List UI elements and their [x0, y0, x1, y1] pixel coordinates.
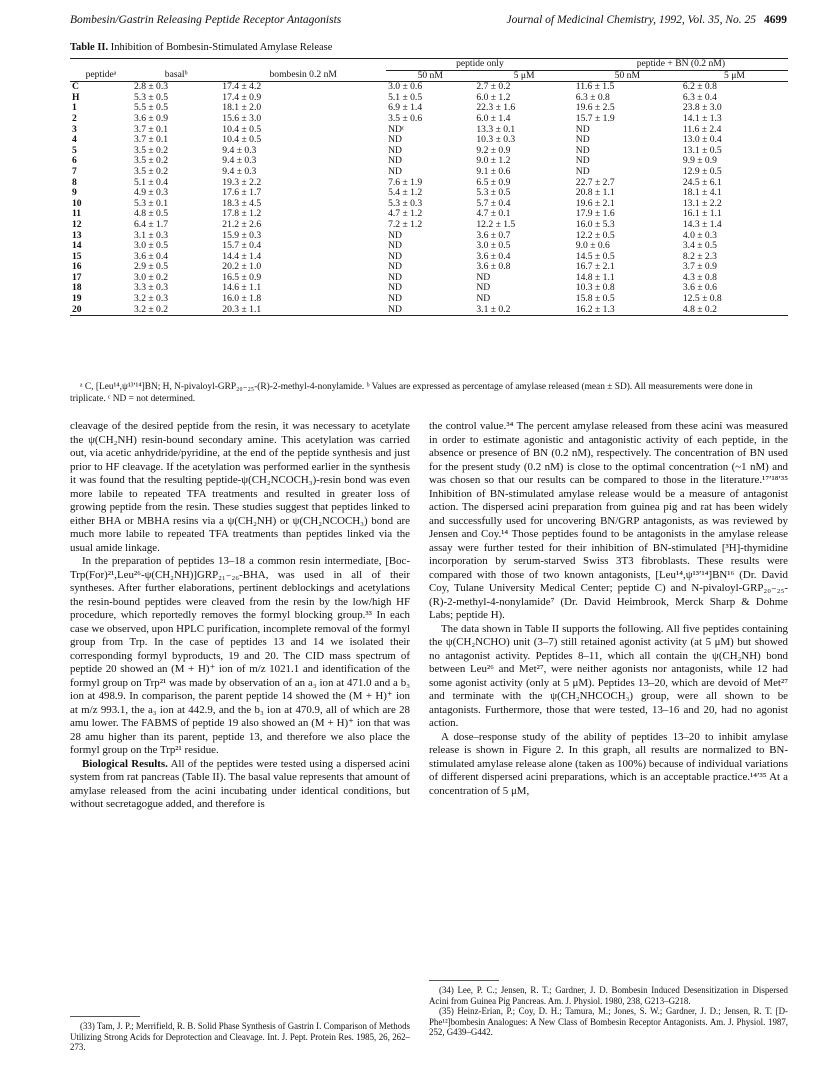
- table-caption: [70, 42, 332, 53]
- value-cell: 3.5 ± 0.2: [134, 155, 169, 167]
- peptide-id-cell: 14: [72, 240, 82, 252]
- table-row: [70, 93, 788, 104]
- data-table: [70, 58, 788, 316]
- value-cell: 14.3 ± 1.4: [682, 218, 722, 230]
- peptide-id-cell: 1: [72, 102, 77, 114]
- peptide-id-cell: 17: [72, 271, 82, 283]
- value-cell: ND: [388, 134, 402, 146]
- value-cell: 3.6 ± 0.4: [476, 250, 511, 262]
- value-cell: 2.9 ± 0.5: [134, 261, 169, 273]
- footnotes-right: [429, 985, 788, 1038]
- column-header: 5 μM: [724, 69, 745, 81]
- table-row: [70, 283, 788, 294]
- value-cell: 18.1 ± 2.0: [222, 102, 262, 114]
- value-cell: 17.4 ± 4.2: [222, 81, 262, 93]
- value-cell: 6.4 ± 1.7: [134, 218, 169, 230]
- value-cell: ND: [476, 271, 491, 283]
- value-cell: 15.8 ± 0.5: [575, 293, 615, 305]
- value-cell: 3.4 ± 0.5: [682, 240, 717, 252]
- value-cell: 5.4 ± 1.2: [388, 187, 423, 199]
- value-cell: 3.6 ± 0.9: [134, 112, 169, 124]
- value-cell: 15.6 ± 3.0: [222, 112, 262, 124]
- value-cell: 3.5 ± 0.6: [388, 112, 423, 124]
- journal-citation: Journal of Medicinal Chemistry, 1992, Vol. 35, No. 25 4699: [506, 14, 787, 26]
- value-cell: 3.7 ± 0.1: [134, 123, 169, 135]
- peptide-id-cell: 3: [72, 123, 77, 135]
- value-cell: 3.3 ± 0.3: [134, 282, 169, 294]
- value-cell: ND: [575, 165, 590, 177]
- value-cell: 3.5 ± 0.2: [134, 144, 169, 156]
- value-cell: 9.0 ± 1.2: [476, 155, 511, 167]
- table-row: [70, 114, 788, 125]
- value-cell: 22.3 ± 1.6: [476, 102, 516, 114]
- table-header-row: [70, 70, 788, 82]
- table-row: [70, 262, 788, 273]
- value-cell: 5.7 ± 0.4: [476, 197, 511, 209]
- value-cell: 21.2 ± 2.6: [222, 218, 262, 230]
- value-cell: 19.3 ± 2.2: [222, 176, 262, 188]
- table-row: [70, 125, 788, 136]
- right-column: [429, 420, 788, 798]
- value-cell: 17.8 ± 1.2: [222, 208, 262, 220]
- value-cell: 15.9 ± 0.3: [222, 229, 262, 241]
- value-cell: 20.8 ± 1.1: [575, 187, 615, 199]
- value-cell: 3.6 ± 0.7: [476, 229, 511, 241]
- value-cell: 9.0 ± 0.6: [575, 240, 610, 252]
- value-cell: ND: [388, 229, 402, 241]
- value-cell: ND: [575, 144, 590, 156]
- value-cell: 19.6 ± 2.1: [575, 197, 615, 209]
- value-cell: ND: [388, 261, 402, 273]
- value-cell: 11.6 ± 1.5: [575, 81, 615, 93]
- value-cell: ND: [575, 134, 590, 146]
- peptide-id-cell: 4: [72, 134, 77, 146]
- value-cell: 5.3 ± 0.5: [476, 187, 511, 199]
- value-cell: 16.7 ± 2.1: [575, 261, 615, 273]
- value-cell: ND: [476, 282, 491, 294]
- running-title: Bombesin/Gastrin Releasing Peptide Receptor Antagonists: [70, 14, 342, 26]
- value-cell: 17.4 ± 0.9: [222, 91, 262, 103]
- peptide-id-cell: 19: [72, 293, 82, 305]
- peptide-id-cell: 15: [72, 250, 82, 262]
- peptide-id-cell: 9: [72, 187, 77, 199]
- column-header: basalᵇ: [164, 69, 188, 81]
- value-cell: 14.5 ± 0.5: [575, 250, 615, 262]
- value-cell: 6.5 ± 0.9: [476, 176, 511, 188]
- value-cell: 15.7 ± 0.4: [222, 240, 262, 252]
- value-cell: ND: [476, 293, 491, 305]
- table-row: [70, 178, 788, 189]
- value-cell: ND: [388, 240, 402, 252]
- peptide-id-cell: 8: [72, 176, 77, 188]
- value-cell: ND: [388, 282, 402, 294]
- table-row: [70, 273, 788, 284]
- table-row: [70, 156, 788, 167]
- value-cell: ND: [388, 271, 402, 283]
- table-row: [70, 209, 788, 220]
- value-cell: 6.0 ± 1.2: [476, 91, 511, 103]
- value-cell: 3.6 ± 0.8: [476, 261, 511, 273]
- table-label: Table II.: [70, 42, 109, 53]
- paragraph: A dose–response study of the ability of peptides 13–20 to inhibit amylase release is shown in Figure 2. In this graph, all results are normalized to BN-stimulated amylase release alone (taken as 100%) because of individual variations of different dispersed acini preparations, which is an acceptable practice.¹⁴ʹ³⁵ At a concentration of 5 μM,: [429, 730, 788, 797]
- table-row: [70, 135, 788, 146]
- paragraph: The data shown in Table II supports the following. All five peptides containing the ψ(CH₂NCHO) unit (3–7) still retained agonist activity (at 5 μM) but showed no antagonist activity. Peptides 8–11, which all contain the ψ(CH₂NH) bond between Leu²⁶ and Met²⁷, were neither agonists nor antagonists, while 12 had some agonist activity (only at 5 μM). Peptides 13–20, which are devoid of Met²⁷ and terminate with the ψ(CH₂NHCOCH₃) group, were all shown to be antagonists. Furthermore, those that were tested, 13–16 and 20, had no agonist action.: [429, 622, 788, 729]
- peptide-id-cell: 18: [72, 282, 82, 294]
- peptide-id-cell: 20: [72, 303, 82, 315]
- value-cell: 9.4 ± 0.3: [222, 155, 257, 167]
- value-cell: 20.3 ± 1.1: [222, 303, 262, 315]
- value-cell: ND: [388, 155, 402, 167]
- value-cell: 23.8 ± 3.0: [682, 102, 722, 114]
- value-cell: 8.2 ± 2.3: [682, 250, 717, 262]
- value-cell: 24.5 ± 6.1: [682, 176, 722, 188]
- value-cell: 6.2 ± 0.8: [682, 81, 717, 93]
- value-cell: 5.3 ± 0.3: [388, 197, 423, 209]
- value-cell: 2.8 ± 0.3: [134, 81, 169, 93]
- table-row: [70, 231, 788, 242]
- page-number: 4699: [764, 14, 787, 26]
- footnote-rule: [70, 1016, 140, 1017]
- value-cell: 6.0 ± 1.4: [476, 112, 511, 124]
- value-cell: 4.3 ± 0.8: [682, 271, 717, 283]
- value-cell: 10.4 ± 0.5: [222, 134, 262, 146]
- peptide-id-cell: 11: [72, 208, 82, 220]
- value-cell: 6.3 ± 0.8: [575, 91, 610, 103]
- value-cell: 22.7 ± 2.7: [575, 176, 615, 188]
- value-cell: 18.1 ± 4.1: [682, 187, 722, 199]
- value-cell: 9.4 ± 0.3: [222, 144, 257, 156]
- value-cell: 13.1 ± 2.2: [682, 197, 722, 209]
- footnote-rule: [429, 980, 499, 981]
- value-cell: 12.2 ± 0.5: [575, 229, 615, 241]
- table-title: Inhibition of Bombesin-Stimulated Amylase Release: [110, 42, 333, 53]
- value-cell: 17.9 ± 1.6: [575, 208, 615, 220]
- value-cell: 17.6 ± 1.7: [222, 187, 262, 199]
- value-cell: 4.0 ± 0.3: [682, 229, 717, 241]
- value-cell: 6.3 ± 0.4: [682, 91, 717, 103]
- column-header: 50 nM: [417, 69, 443, 81]
- value-cell: 10.3 ± 0.8: [575, 282, 615, 294]
- value-cell: 5.5 ± 0.5: [134, 102, 169, 114]
- table-body: [70, 82, 788, 316]
- value-cell: 5.1 ± 0.4: [134, 176, 169, 188]
- value-cell: 2.7 ± 0.2: [476, 81, 511, 93]
- table-row: [70, 294, 788, 305]
- table-row: [70, 220, 788, 231]
- value-cell: 13.1 ± 0.5: [682, 144, 722, 156]
- value-cell: ND: [388, 144, 402, 156]
- running-header: [70, 14, 787, 30]
- value-cell: 10.4 ± 0.5: [222, 123, 262, 135]
- value-cell: 3.6 ± 0.6: [682, 282, 717, 294]
- peptide-id-cell: 2: [72, 112, 77, 124]
- value-cell: 3.2 ± 0.3: [134, 293, 169, 305]
- value-cell: 10.3 ± 0.3: [476, 134, 516, 146]
- peptide-id-cell: 7: [72, 165, 77, 177]
- value-cell: 16.1 ± 1.1: [682, 208, 722, 220]
- value-cell: 16.2 ± 1.3: [575, 303, 615, 315]
- value-cell: 9.9 ± 0.9: [682, 155, 717, 167]
- value-cell: ND: [388, 303, 402, 315]
- value-cell: 5.3 ± 0.1: [134, 197, 169, 209]
- table-row: [70, 252, 788, 263]
- value-cell: 3.7 ± 0.1: [134, 134, 169, 146]
- table-group-header: [70, 59, 788, 71]
- value-cell: 4.8 ± 0.5: [134, 208, 169, 220]
- value-cell: 13.0 ± 0.4: [682, 134, 722, 146]
- value-cell: 3.0 ± 0.5: [134, 240, 169, 252]
- value-cell: 3.1 ± 0.2: [476, 303, 511, 315]
- footnotes-left: [70, 1021, 410, 1053]
- value-cell: 16.0 ± 1.8: [222, 293, 262, 305]
- left-column: [70, 420, 410, 812]
- value-cell: 14.8 ± 1.1: [575, 271, 615, 283]
- table-row: [70, 199, 788, 210]
- column-header: bombesin 0.2 nM: [269, 69, 337, 81]
- section-heading: Biological Results.: [82, 757, 168, 770]
- value-cell: 12.5 ± 0.8: [682, 293, 722, 305]
- value-cell: ND: [388, 293, 402, 305]
- value-cell: ND: [575, 123, 590, 135]
- value-cell: 4.7 ± 0.1: [476, 208, 511, 220]
- reference: (35) Heinz-Erian, P.; Coy, D. H.; Tamura, M.; Jones, S. W.; Gardner, J. D.; Jensen, R. T. [D-Phe¹²]bombesin Analogues: A New Class of Bombesin Receptor Antagonists. Am. J. Physiol. 1987, 252, G439–G442.: [429, 1006, 788, 1038]
- table-row: [70, 167, 788, 178]
- value-cell: 4.7 ± 1.2: [388, 208, 423, 220]
- group-peptide-only: peptide only: [386, 59, 574, 71]
- value-cell: 5.1 ± 0.5: [388, 91, 423, 103]
- paragraph: the control value.³⁴ The percent amylase released from these acini was measured in order to estimate agonistic and antagonistic activity of each peptide, in the absence or presence of BN (0.2 nM), respectively. The concentration of BN used for the present study (0.2 nM) is close to the optimal concentration (~1 nM) and was chosen so that our results can be compared to those in the literature.¹⁷ʹ¹⁸ʹ³⁵ Inhibition of BN-stimulated amylase release would be a measure of antagonist action. The dispersed acini preparation from guinea pig and rat has been widely and successfully used for uncovering BN/GRP antagonists, as was reviewed by Jensen and Coy.¹⁴ Those peptides found to be antagonists in the amylase release assay were further tested for their inhibition of BN-stimulated [³H]-thymidine incorporation by serum-starved Swiss 3T3 fibroblasts. These results were compared with those of two known antagonists, [Leu¹⁴,ψ¹³ʹ¹⁴]BN¹⁶ (Dr. David Coy, Tulane University Medical Center; peptide C) and N-pivaloyl-GRP₂₀₋₂₅-(R)-2-methyl-4-nonylamide⁷ (Dr. David Heimbrook, Merck Sharp & Dohme Labs; peptide H).: [429, 420, 788, 621]
- paragraph: In the preparation of peptides 13–18 a common resin intermediate, [Boc-Trp(For)²¹,Leu²⁶-ψ(CH₂NH)]GRP₂₁₋₂₆-BHA, was used in all of their syntheses. After further elaborations, pertinent deblockings and acetylations the resin-bound peptides were cleaved from the resin by the low/high HF procedure, which reportedly removes the formyl blocking group.³³ In each case we observed, upon HPLC purification, incomplete removal of the formyl group from Trp. In the case of peptides 13 and 14 we isolated their corresponding formyl byproducts, 19 and 20. The CID mass spectrum of peptide 20 showed an (M + H)⁺ ion of m/z 1021.1 and identification of the formyl group on Trp²¹ was made by observation of an a₃ ion at 471.0 and a b₃ ion at 498.9. In comparison, the parent peptide 14 showed the (M + H)⁺ ion at m/z 993.1, the a₃ ion at 442.9, and the b₃ ion at 470.9, all of which are 28 amu lower. The FABMS of peptide 19 also showed an (M + H)⁺ ion that was 28 amu higher than its parent, peptide 13, and therefore we also place the formyl group on the Trp²¹ residue.: [70, 555, 410, 756]
- peptide-id-cell: 13: [72, 229, 82, 241]
- value-cell: 12.2 ± 1.5: [476, 218, 516, 230]
- value-cell: NDᶜ: [388, 123, 405, 135]
- value-cell: 7.2 ± 1.2: [388, 218, 423, 230]
- value-cell: 12.9 ± 0.5: [682, 165, 722, 177]
- peptide-id-cell: H: [72, 91, 80, 103]
- reference: (33) Tam, J. P.; Merrifield, R. B. Solid Phase Synthesis of Gastrin I. Comparison of Methods Utilizing Strong Acids for Deprotection and Cleavage. Int. J. Pept. Protein Res. 1985, 26, 262–273.: [70, 1021, 410, 1053]
- value-cell: 19.6 ± 2.5: [575, 102, 615, 114]
- group-peptide-bn: peptide + BN (0.2 nM): [574, 59, 788, 71]
- value-cell: 13.3 ± 0.1: [476, 123, 516, 135]
- paragraph: cleavage of the desired peptide from the resin, it was necessary to acetylate the ψ(CH₂NH) resin-bound secondary amine. This acetylation was carried out, via acetic anhydride/pyridine, at the end of the peptide synthesis and just prior to HF cleavage. If the acetylation was performed earlier in the synthesis it was found that the resulting peptide-ψ(CH₂NCOCH₃)-resin bond was even more labile to repeated TFA treatments and resulted in greater loss of growing peptide from the resin. These studies suggest that peptides linked to either BHA or MBHA resins via a ψ(CH₂NH) or ψ(CH₂NCOCH₃) bond are much more labile to repeated TFA treatments than peptides linked via the usual amide linkage.: [70, 420, 410, 554]
- value-cell: 3.6 ± 0.4: [134, 250, 169, 262]
- value-cell: 5.3 ± 0.5: [134, 91, 169, 103]
- value-cell: 3.0 ± 0.6: [388, 81, 423, 93]
- value-cell: 6.9 ± 1.4: [388, 102, 423, 114]
- peptide-id-cell: C: [72, 81, 79, 93]
- column-header: peptideᵃ: [85, 69, 117, 81]
- value-cell: 3.5 ± 0.2: [134, 165, 169, 177]
- value-cell: ND: [388, 250, 402, 262]
- value-cell: ND: [575, 155, 590, 167]
- value-cell: 14.1 ± 1.3: [682, 112, 722, 124]
- peptide-id-cell: 12: [72, 218, 82, 230]
- table-footnote: ᵃ C, [Leu¹⁴,ψ¹³ʹ¹⁴]BN; H, N-pivaloyl-GRP₂₀₋₂₅-(R)-2-methyl-4-nonylamide. ᵇ Values are expressed as percentage of amylase released (mean ± SD). All measurements were done in triplicate. ᶜ ND = not determined.: [70, 382, 753, 404]
- value-cell: 18.3 ± 4.5: [222, 197, 262, 209]
- value-cell: 14.6 ± 1.1: [222, 282, 262, 294]
- value-cell: 4.8 ± 0.2: [682, 303, 717, 315]
- value-cell: 3.0 ± 0.5: [476, 240, 511, 252]
- paragraph: Biological Results. All of the peptides were tested using a dispersed acini system from rat pancreas (Table II). The basal value represents that amount of amylase released from the acini incubating under identical conditions, but without secretagogue added, and therefore is: [70, 757, 410, 810]
- value-cell: 9.4 ± 0.3: [222, 165, 257, 177]
- column-header: 5 μM: [513, 69, 535, 81]
- value-cell: 3.2 ± 0.2: [134, 303, 169, 315]
- peptide-id-cell: 10: [72, 197, 82, 209]
- peptide-id-cell: 6: [72, 155, 77, 167]
- peptide-id-cell: 16: [72, 261, 82, 273]
- value-cell: 3.0 ± 0.2: [134, 271, 169, 283]
- value-cell: 3.1 ± 0.3: [134, 229, 169, 241]
- value-cell: 16.0 ± 5.3: [575, 218, 615, 230]
- table-row: [70, 82, 788, 93]
- value-cell: 16.5 ± 0.9: [222, 271, 262, 283]
- value-cell: 20.2 ± 1.0: [222, 261, 262, 273]
- value-cell: 7.6 ± 1.9: [388, 176, 423, 188]
- value-cell: 9.1 ± 0.6: [476, 165, 511, 177]
- table-row: [70, 103, 788, 114]
- column-header: 50 nM: [614, 69, 640, 81]
- table-row: [70, 241, 788, 252]
- reference: (34) Lee, P. C.; Jensen, R. T.; Gardner, J. D. Bombesin Induced Desensitization in Dispersed Acini from Guinea Pig Pancreas. Am. J. Physiol. 1980, 238, G213–G218.: [429, 985, 788, 1006]
- value-cell: 15.7 ± 1.9: [575, 112, 615, 124]
- value-cell: ND: [388, 165, 402, 177]
- value-cell: 14.4 ± 1.4: [222, 250, 262, 262]
- table-row: [70, 188, 788, 199]
- value-cell: 4.9 ± 0.3: [134, 187, 169, 199]
- value-cell: 11.6 ± 2.4: [682, 123, 722, 135]
- value-cell: 3.7 ± 0.9: [682, 261, 717, 273]
- table-row: [70, 305, 788, 316]
- value-cell: 9.2 ± 0.9: [476, 144, 511, 156]
- table-row: [70, 146, 788, 157]
- peptide-id-cell: 5: [72, 144, 77, 156]
